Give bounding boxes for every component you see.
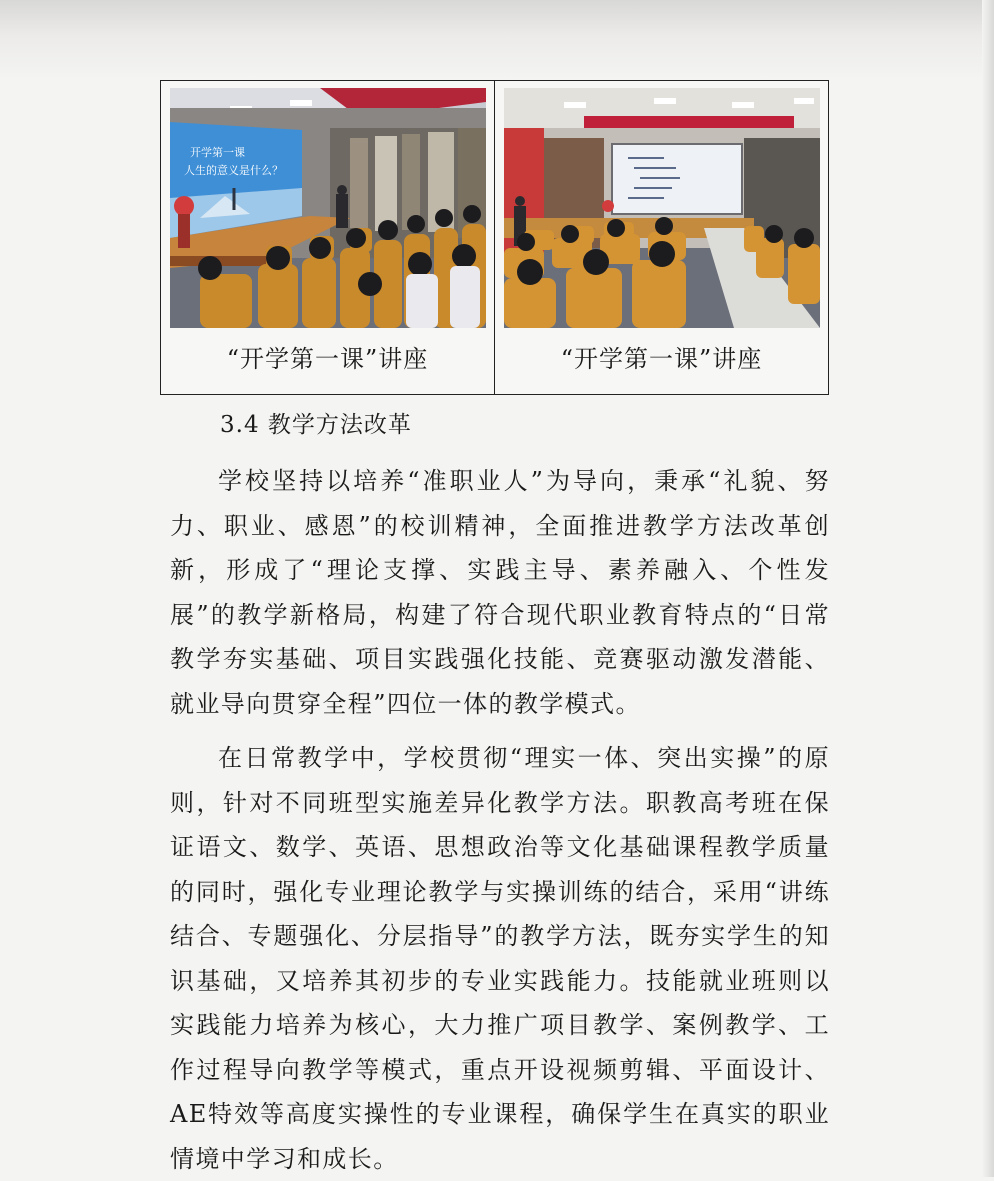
photo-caption-1: “开学第一课”讲座	[226, 345, 429, 373]
section-heading: 3.4 教学方法改革	[220, 412, 412, 438]
photo-cell-1	[161, 81, 494, 394]
screen-title-text: 开学第一课	[190, 146, 245, 159]
lecture-photo-2	[504, 88, 820, 328]
lecture-hall-image-1	[170, 88, 486, 328]
lecture-photo-1	[170, 88, 486, 328]
paragraph-2: 在日常教学中，学校贯彻“理实一体、突出实操”的原则，针对不同班型实施差异化教学方法。职教高考班在保证语文、数学、英语、思想政治等文化基础课程教学质量的同时，强化专业理论教学与实操训练的结合，采用“讲练结合、专题强化、分层指导”的教学方法，既夯实学生的知识基础，又培养其初步的专业实践能力。技能就业班则以实践能力培养为核心，大力推广项目教学、案例教学、工作过程导向教学等模式，重点开设视频剪辑、平面设计、AE特效等高度实操性的专业课程，确保学生在真实的职业情境中学习和成长。	[170, 744, 830, 1173]
page-top-shadow	[0, 0, 994, 80]
screen-subtitle-text: 人生的意义是什么？	[184, 164, 283, 177]
photo-table	[160, 80, 829, 395]
lecture-hall-image-2	[504, 88, 820, 328]
photo-cell-2	[494, 81, 828, 394]
photo-caption-2: “开学第一课”讲座	[560, 345, 763, 373]
page-edge-shadow	[982, 0, 994, 1177]
paragraph-1: 学校坚持以培养“准职业人”为导向，秉承“礼貌、努力、职业、感恩”的校训精神，全面推进教学方法改革创新，形成了“理论支撑、实践主导、素养融入、个性发展”的教学新格局，构建了符合现代职业教育特点的“日常教学夯实基础、项目实践强化技能、竞赛驱动激发潜能、就业导向贯穿全程”四位一体的教学模式。	[170, 467, 830, 718]
